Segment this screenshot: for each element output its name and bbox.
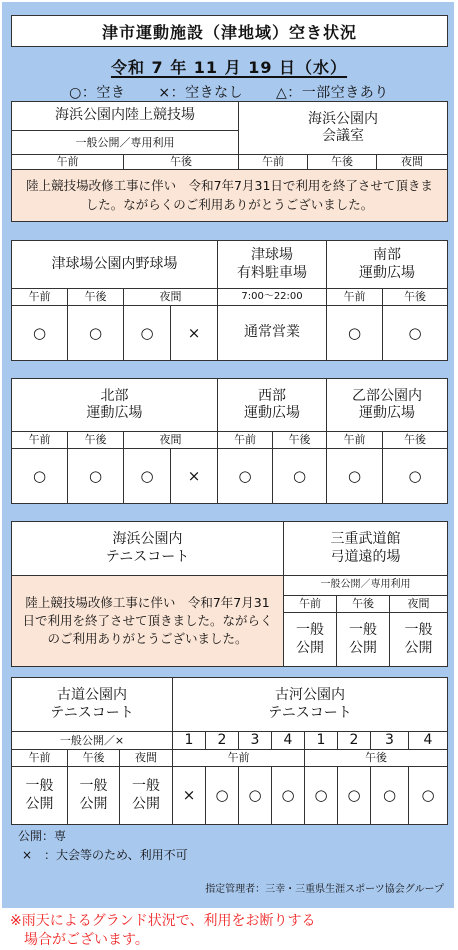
status-date-text: 令和 7 年 11 月 19 日（水）: [110, 58, 348, 77]
period-am: 午前: [12, 155, 124, 170]
budokan-status: 一般 公開: [404, 622, 433, 656]
legend: [0, 82, 458, 102]
tennis-closure-notice: 陸上競技場改修工事に伴い 令和7年7月31日で利用を終了させて頂きました。ながらくのご利用ありがとうございました。: [12, 576, 284, 666]
footnote-public: 公開：専: [18, 829, 67, 843]
kaihin-track-name: 海浜公園内陸上競技場: [12, 102, 239, 131]
hokubu-status: ○: [124, 449, 171, 503]
baseball-status: ×: [171, 306, 218, 360]
period-am: 午前: [284, 596, 337, 613]
designated-manager: 指定管理者：三幸・三重県生涯スポーツ協会グループ: [205, 884, 444, 895]
hokubu-ground-name: 北部 運動広場: [12, 379, 218, 432]
legend-available: ○：空き: [69, 85, 126, 101]
rain-warning: ※雨天によるグランド状況で、利用をお断りする 場合がございます。: [10, 913, 316, 948]
kogawa-tennis-name: 古河公園内 テニスコート: [173, 678, 447, 732]
kodo-status: 一般 公開: [68, 767, 120, 824]
period-am: 午前: [12, 289, 68, 306]
kogawa-status: ○: [272, 767, 305, 824]
period-am: 午前: [327, 289, 383, 306]
period-am: 午前: [218, 432, 273, 449]
tsu-baseball-name: 津球場公園内野球場: [12, 241, 218, 289]
period-am: 午前: [12, 432, 68, 449]
page-title: 津市運動施設（津地域）空き状況: [11, 15, 448, 47]
kodo-status: 一般 公開: [120, 767, 173, 824]
court-number: 3: [371, 732, 409, 750]
tsu-parking-name: 津球場 有料駐車場: [218, 241, 327, 289]
budokan-status: 一般 公開: [337, 613, 390, 666]
kaihin-track-sub: 一般公開／専用利用: [12, 131, 239, 155]
period-night: 夜間: [120, 750, 173, 767]
nanbu-status: ○: [327, 306, 383, 360]
court-number: 1: [173, 732, 206, 750]
court-number: 2: [206, 732, 239, 750]
period-night: 夜間: [377, 155, 447, 170]
period-pm: 午後: [305, 750, 447, 767]
period-pm: 午後: [273, 432, 327, 449]
section-tennis-budokan: [11, 521, 448, 667]
period-pm: 午後: [68, 432, 124, 449]
otobe-status: ○: [327, 449, 383, 503]
period-night: 夜間: [124, 289, 218, 306]
otobe-ground-name: 乙部公園内 運動広場: [327, 379, 447, 432]
court-number: 1: [305, 732, 338, 750]
period-am: 午前: [327, 432, 383, 449]
baseball-status: ○: [68, 306, 124, 360]
status-date: [0, 55, 458, 78]
kogawa-status: ×: [173, 767, 206, 824]
kogawa-status: ○: [421, 786, 435, 805]
section-tennis-courts: [11, 677, 448, 825]
court-number: 2: [338, 732, 371, 750]
court-number: 4: [409, 732, 447, 750]
seibu-ground-name: 西部 運動広場: [218, 379, 327, 432]
budokan-status: 一般 公開: [284, 613, 337, 666]
kogawa-status: ○: [206, 767, 239, 824]
section-kaihin-track: [11, 101, 448, 222]
period-am: 午前: [173, 750, 305, 767]
baseball-status: ○: [124, 306, 171, 360]
kodo-tennis-name: 古道公園内 テニスコート: [12, 678, 173, 732]
baseball-status: ○: [12, 306, 68, 360]
seibu-status: ○: [218, 449, 273, 503]
closure-notice: 陸上競技場改修工事に伴い 令和7年7月31日で利用を終了させて頂きました。ながらくのご利用ありがとうございました。: [12, 170, 447, 221]
court-number: 4: [272, 732, 305, 750]
kogawa-status: ○: [371, 767, 409, 824]
section-tsu-stadium: [11, 240, 448, 361]
period-pm: 午後: [124, 155, 239, 170]
hokubu-status: ○: [12, 449, 68, 503]
kaihin-tennis-name: 海浜公園内 テニスコート: [12, 522, 284, 576]
budokan-sub: 一般公開／専用利用: [284, 576, 447, 596]
period-pm: 午後: [337, 596, 390, 613]
seibu-status: ○: [273, 449, 327, 503]
court-number: 3: [239, 732, 272, 750]
hokubu-status: ×: [171, 449, 218, 503]
parking-hours: 7:00～22:00: [218, 289, 327, 306]
period-pm: 午後: [68, 750, 120, 767]
budokan-kyudo-name: 三重武道館 弓道遠的場: [284, 522, 447, 576]
kodo-status: 一般 公開: [12, 767, 68, 824]
kodo-sub: 一般公開／×: [12, 732, 173, 750]
kogawa-status: ○: [305, 767, 338, 824]
period-pm: 午後: [68, 289, 124, 306]
period-pm: 午後: [383, 289, 447, 306]
kogawa-status: ○: [338, 767, 371, 824]
kaihin-meeting-room-name: 海浜公園内 会議室: [239, 102, 447, 155]
otobe-status: ○: [408, 466, 422, 485]
period-night: 夜間: [390, 596, 447, 613]
legend-partial: △：一部空きあり: [276, 85, 389, 101]
period-pm: 午後: [383, 432, 447, 449]
period-am: 午前: [12, 750, 68, 767]
period-am: 午前: [239, 155, 308, 170]
hokubu-status: ○: [68, 449, 124, 503]
period-night: 夜間: [124, 432, 218, 449]
nanbu-ground-name: 南部 運動広場: [327, 241, 447, 289]
period-pm: 午後: [308, 155, 377, 170]
legend-full: ×：空きなし: [158, 85, 244, 101]
nanbu-status: ○: [408, 323, 422, 342]
section-grounds: [11, 378, 448, 504]
kogawa-status: ○: [239, 767, 272, 824]
parking-status: 通常営業: [218, 306, 327, 360]
footnote-unavailable: × ：大会等のため、利用不可: [22, 848, 188, 862]
